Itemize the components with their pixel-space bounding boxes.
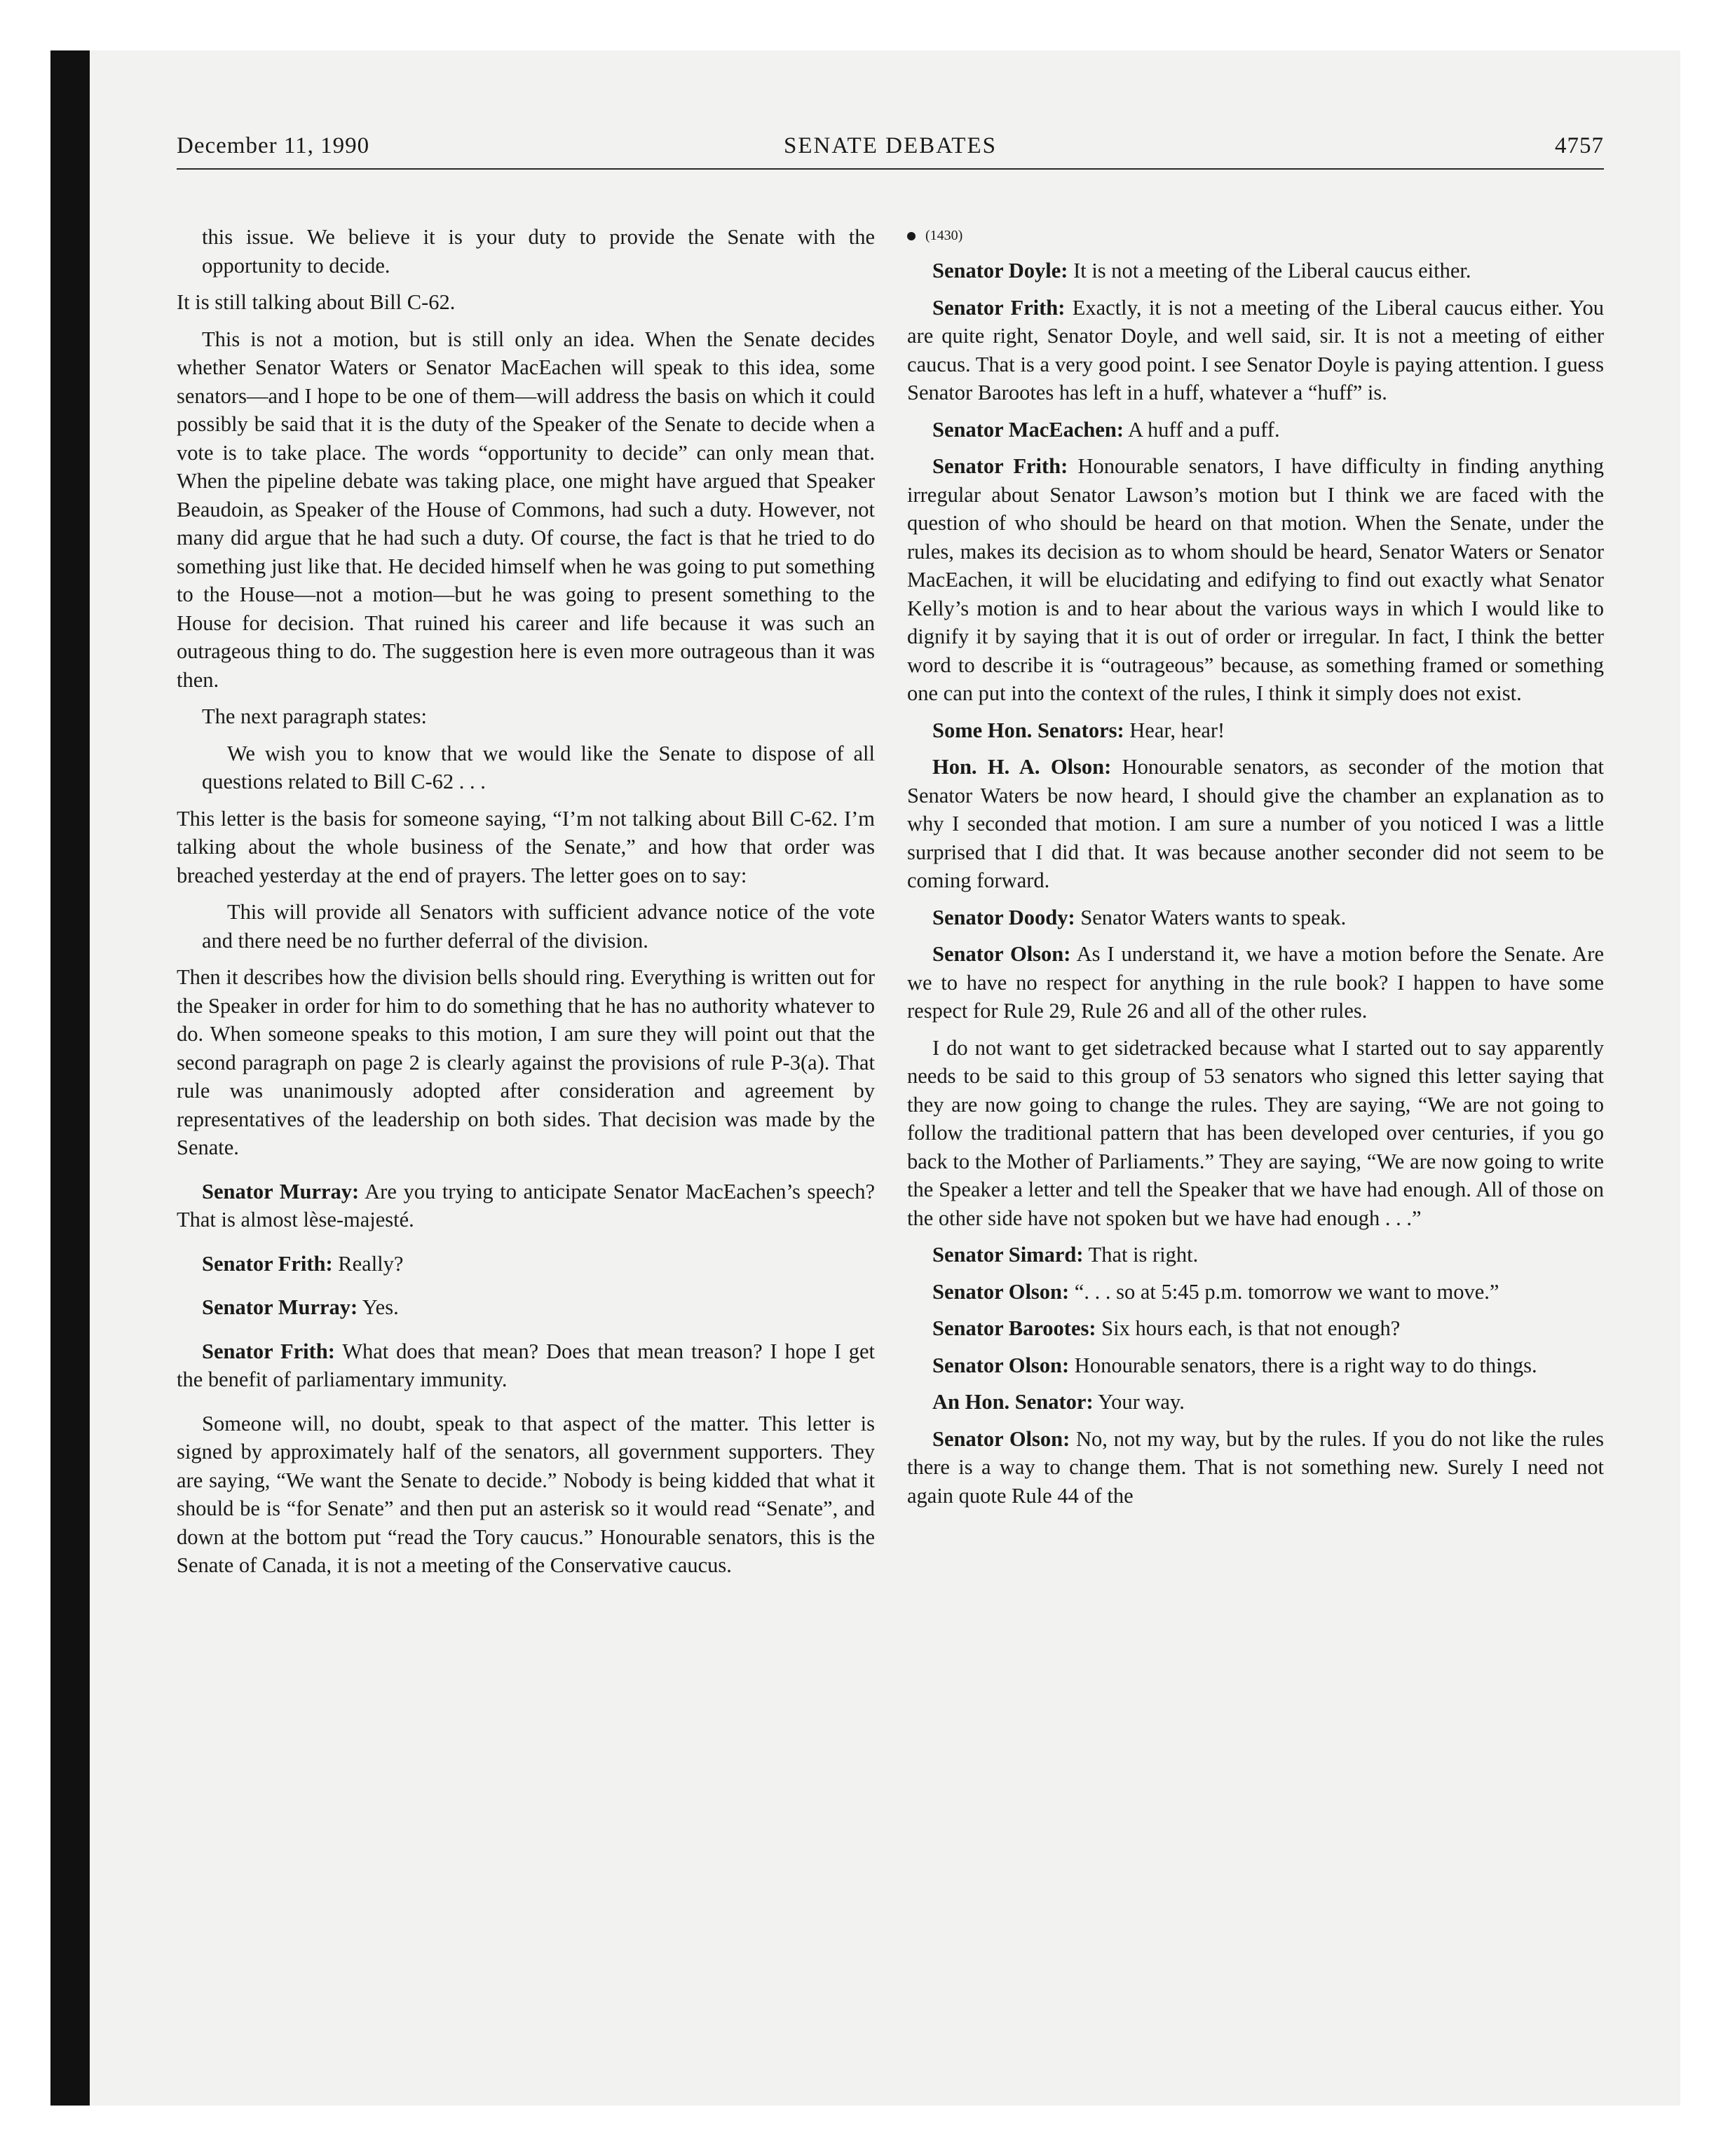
- running-header: [177, 133, 1604, 170]
- speech-paragraph: [907, 294, 1604, 407]
- time-marker: [907, 223, 1604, 248]
- speech-text: No, not my way, but by the rules. If you do not like the rules there is a way to change them. That is not something new. Surely I need not again quote Rule 44 of the: [907, 1426, 1604, 1508]
- speaker-name: Senator Doyle:: [932, 259, 1068, 282]
- speech-paragraph: [177, 1250, 875, 1278]
- speech-paragraph: [177, 1293, 875, 1322]
- paragraph: Someone will, no doubt, speak to that aspect of the matter. This letter is signed by approximately half of the senators, all government supporters. They are saying, “We want the Senate to decide.” Nobody is being kidded that what it should be is “for Senate” and then put an asterisk so it would read “Senate”, and down at the bottom put “read the Tory caucus.” Honourable senators, this is the Senate of Canada, it is not a meeting of the Conservative caucus.: [177, 1411, 875, 1577]
- speech-text: It is not a meeting of the Liberal caucus either.: [1068, 259, 1471, 282]
- speaker-name: Senator Barootes:: [932, 1316, 1096, 1340]
- paragraph: It is still talking about Bill C-62.: [177, 290, 456, 314]
- speech-paragraph: [907, 753, 1604, 895]
- speaker-name: Senator Frith:: [202, 1251, 333, 1276]
- speaker-name: Senator Olson:: [932, 1279, 1070, 1304]
- speaker-name: Senator Frith:: [202, 1339, 335, 1363]
- speech-text: Hear, hear!: [1124, 718, 1225, 742]
- speech-paragraph: [907, 1314, 1604, 1343]
- speaker-name: Senator Olson:: [932, 942, 1071, 966]
- speech-paragraph: [907, 1425, 1604, 1510]
- paragraph: this issue. We believe it is your duty to provide the Senate with the opportunity to decide.: [202, 225, 875, 278]
- paragraph: I do not want to get sidetracked because what I started out to say apparently needs to be said to this group of 53 senators who signed this letter saying that they are now going to change the rules. They are saying, “We are not going to follow the traditional pattern that has been developed over centuries, if you go back to the Mother of Parliaments.” They are saying, “We are now going to write the Speaker a letter and tell the Speaker that we have had enough. All of those on the other side have not spoken but we have had enough . . .”: [907, 1035, 1604, 1230]
- speech-text: Honourable senators, there is a right way to do things.: [1069, 1353, 1537, 1377]
- binding-edge: [50, 50, 90, 2106]
- speech-text: “. . . so at 5:45 p.m. tomorrow we want to move.”: [1069, 1279, 1499, 1304]
- speech-text: That is right.: [1083, 1243, 1199, 1267]
- speech-paragraph: [177, 1178, 875, 1234]
- speaker-name: An Hon. Senator:: [932, 1390, 1094, 1414]
- speaker-name: Senator Olson:: [932, 1353, 1070, 1377]
- speaker-name: Senator Murray:: [202, 1179, 360, 1203]
- speaker-name: Senator Murray:: [202, 1295, 358, 1319]
- speech-paragraph: [907, 1388, 1604, 1417]
- speech-text: Honourable senators, as seconder of the motion that Senator Waters be now heard, I should give the chamber an explanation as to why I seconded that motion. I am sure a number of you noticed I was a little surprised that I did that. It was because another seconder did not seem to be coming forward.: [907, 755, 1604, 892]
- speech-text: Exactly, it is not a meeting of the Liberal caucus either. You are quite right, Senator Doyle, and well said, sir. It is not a meeting of either caucus. That is a very good point. I see Senator Doyle is paying attention. I guess Senator Barootes has left in a huff, whatever a “huff” is.: [907, 295, 1604, 404]
- speech-paragraph: [177, 1337, 875, 1394]
- speech-paragraph: [907, 1351, 1604, 1380]
- left-column: [177, 223, 875, 1588]
- speaker-name: Senator Simard:: [932, 1243, 1084, 1267]
- bullet-icon: [907, 232, 916, 240]
- speech-paragraph: [907, 416, 1604, 444]
- header-date: December 11, 1990: [177, 133, 370, 158]
- speaker-name: Senator Frith:: [932, 454, 1068, 478]
- speech-text: Six hours each, is that not enough?: [1096, 1316, 1401, 1340]
- speech-text: Really?: [332, 1251, 404, 1276]
- speech-text: Honourable senators, I have difficulty in finding anything irregular about Senator Lawson’s motion but I think we are faced with the question of who should be heard on that motion. When the Senate, under the rules, makes its decision as to whom should be heard, Senator Waters or Senator MacEachen, it will be elucidating and edifying to find out exactly what Senator Kelly’s motion is and to hear about the various ways in which I would like to dignify it by saying that it is out of order or irregular. In fact, I think the better word to describe it is “outrageous” because, as something framed or something one can put into the context of the rules, I think it simply does not exist.: [907, 454, 1604, 705]
- speech-paragraph: [907, 1241, 1604, 1269]
- speech-text: As I understand it, we have a motion before the Senate. Are we to have no respect for anything in the rule book? I happen to have some respect for Rule 29, Rule 26 and all of the other rules.: [907, 942, 1604, 1023]
- paragraph: The next paragraph states:: [202, 704, 427, 728]
- speaker-name: Senator Olson:: [932, 1426, 1070, 1451]
- paragraph: Then it describes how the division bells should ring. Everything is written out for the Speaker in order for him to do something that he has no authority whatever to do. When someone speaks to this motion, I am sure they will point out that the second paragraph on page 2 is clearly against the provisions of rule P-3(a). That rule was unanimously adopted after consideration and agreement by representatives of the leadership on both sides. That decision was made by the Senate.: [177, 965, 875, 1159]
- time-marker-label: (1430): [925, 228, 963, 243]
- speech-paragraph: [907, 1278, 1604, 1306]
- right-column: [907, 223, 1604, 1518]
- speech-paragraph: [907, 452, 1604, 708]
- speech-text: Your way.: [1093, 1390, 1185, 1414]
- paragraph: This is not a motion, but is still only an idea. When the Senate decides whether Senator Waters or Senator MacEachen will speak to this idea, some senators—and I hope to be one of them—will address the basis on which it could possibly be said that it is the duty of the Speaker of the Senate to decide when a vote is to take place. The words “opportunity to decide” can only mean that. When the pipeline debate was taking place, one might have argued that Speaker Beaudoin, as Speaker of the House of Commons, had such a duty. However, not many did argue that he had such a duty. Of course, the fact is that he tried to do something just like that. He decided himself when he was going to put something to the House—not a motion—but he was going to present something to the House for decision. That ruined his career and life because it was such an outrageous thing to do. The suggestion here is even more outrageous than it was then.: [177, 327, 875, 692]
- speech-text: Are you trying to anticipate Senator MacEachen’s speech? That is almost lèse-majesté.: [177, 1179, 875, 1231]
- block-quote: This will provide all Senators with sufficient advance notice of the vote and there need be no further deferral of the division.: [202, 900, 875, 953]
- speaker-name: Senator Doody:: [932, 905, 1075, 929]
- speech-paragraph: [907, 940, 1604, 1025]
- speech-paragraph: [907, 257, 1604, 285]
- speech-text: A huff and a puff.: [1124, 417, 1280, 442]
- header-page-number: 4757: [1555, 133, 1604, 158]
- speaker-name: Hon. H. A. Olson:: [932, 755, 1112, 779]
- speech-text: Senator Waters wants to speak.: [1075, 905, 1347, 929]
- speech-text: What does that mean? Does that mean treason? I hope I get the benefit of parliamentary immunity.: [177, 1339, 876, 1391]
- speech-paragraph: [907, 903, 1604, 932]
- speaker-name: Some Hon. Senators:: [932, 718, 1124, 742]
- speaker-name: Senator MacEachen:: [932, 417, 1124, 442]
- speaker-name: Senator Frith:: [932, 295, 1066, 320]
- header-title: SENATE DEBATES: [784, 133, 997, 158]
- speech-paragraph: [907, 716, 1604, 745]
- speech-text: Yes.: [358, 1295, 399, 1319]
- block-quote: We wish you to know that we would like the Senate to dispose of all questions related to Bill C-62 . . .: [202, 741, 875, 793]
- paragraph: This letter is the basis for someone saying, “I’m not talking about Bill C-62. I’m talking about the whole business of the Senate,” and how that order was breached yesterday at the end of prayers. The letter goes on to say:: [177, 806, 875, 887]
